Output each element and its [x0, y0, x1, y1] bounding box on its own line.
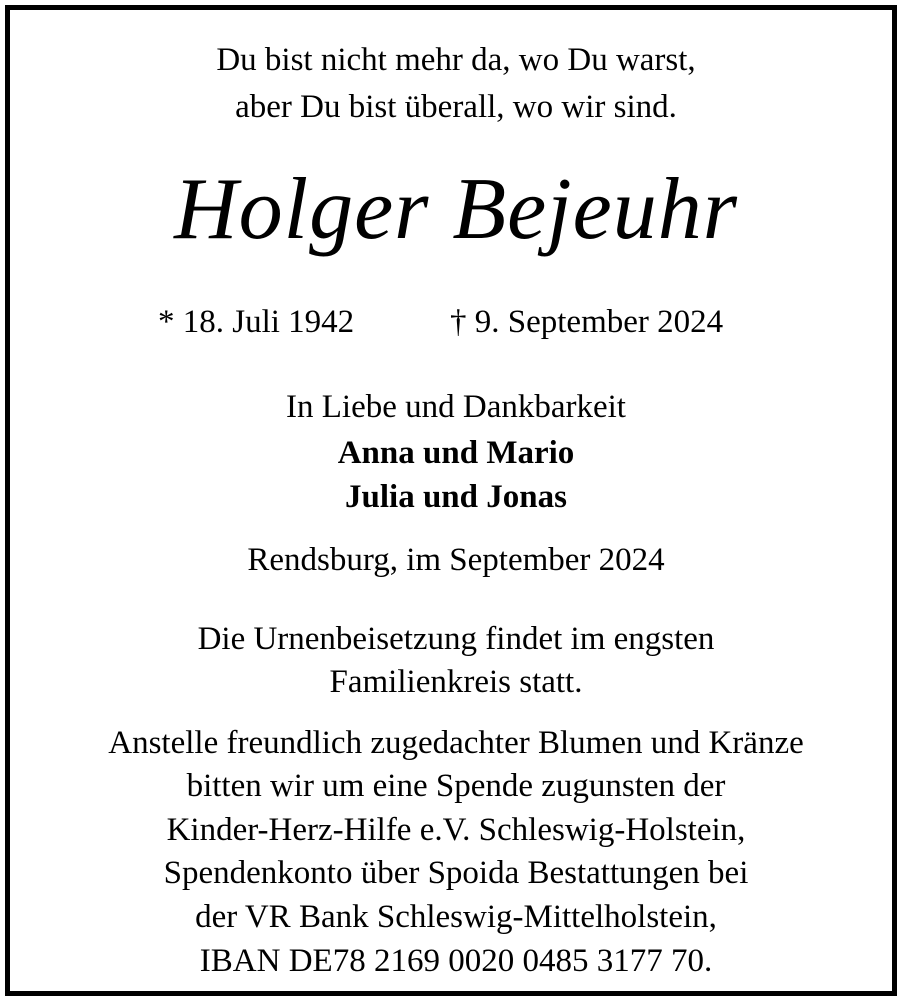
mourner-line-2: Julia und Jonas	[345, 479, 567, 515]
deceased-name: Holger Bejeuhr	[174, 161, 738, 258]
donation-note-line-2: bitten wir um eine Spende zugunsten der	[186, 768, 726, 804]
donation-note-line-1: Anstelle freundlich zugedachter Blumen und Kränze	[108, 725, 804, 761]
mourner-line-1: Anna und Mario	[337, 435, 575, 471]
motto-line-1: Du bist nicht mehr da, wo Du warst,	[216, 42, 696, 78]
dedication: In Liebe und Dankbarkeit	[286, 389, 626, 425]
notice-border	[5, 5, 897, 996]
life-dates	[10, 302, 901, 342]
donation-note-line-4: Spendenkonto über Spoida Bestattungen bei	[163, 855, 749, 891]
obituary-notice	[10, 10, 901, 1001]
burial-note-line-2: Familienkreis statt.	[329, 664, 583, 700]
death-date: † 9. September 2024	[450, 304, 724, 340]
donation-note-line-3: Kinder-Herz-Hilfe e.V. Schleswig-Holstein,	[166, 812, 746, 848]
burial-note-line-1: Die Urnenbeisetzung findet im engsten	[197, 621, 715, 657]
place-date: Rendsburg, im September 2024	[247, 542, 665, 578]
motto-line-2: aber Du bist überall, wo wir sind.	[235, 89, 677, 125]
donation-note-line-5: der VR Bank Schleswig-Mittelholstein,	[195, 899, 717, 935]
birth-date: * 18. Juli 1942	[158, 304, 355, 340]
iban-line: IBAN DE78 2169 0020 0485 3177 70.	[199, 943, 713, 979]
